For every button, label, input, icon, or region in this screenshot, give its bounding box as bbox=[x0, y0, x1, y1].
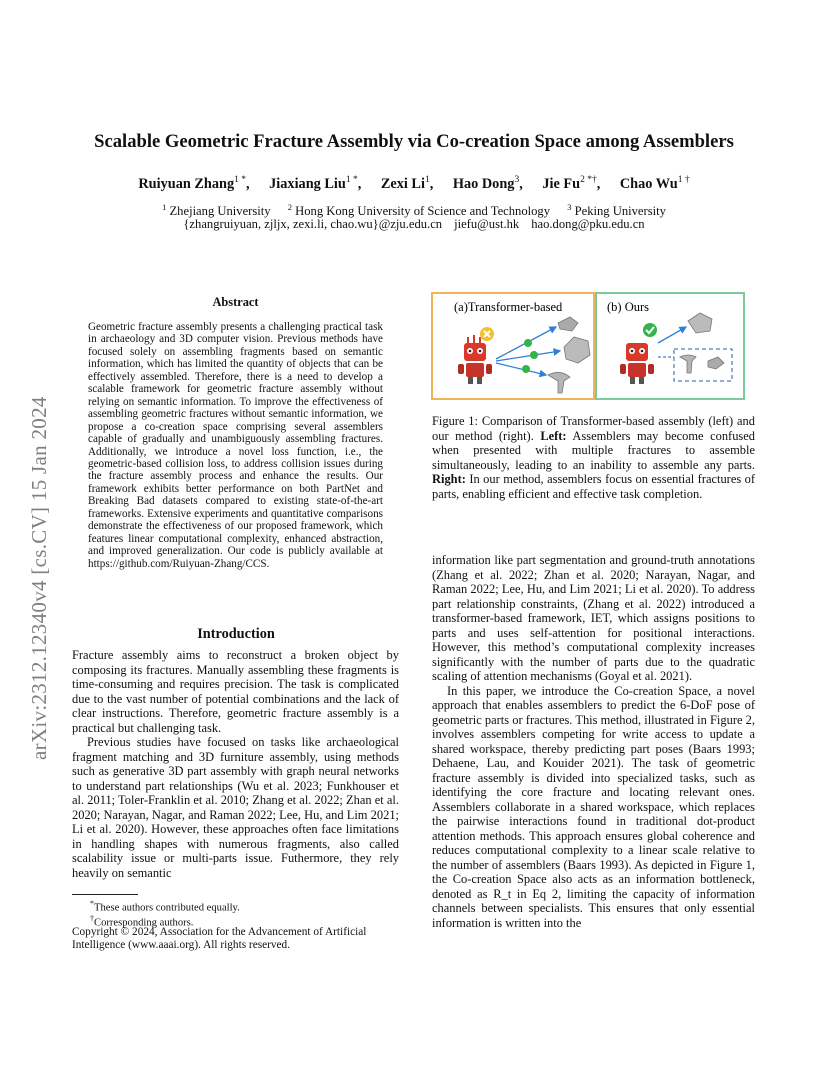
fragment-icon bbox=[680, 355, 696, 373]
arxiv-stamp: arXiv:2312.12340v4 [cs.CV] 15 Jan 2024 bbox=[27, 396, 51, 760]
fragment-icon bbox=[708, 357, 724, 369]
footnote-corresponding: †Corresponding authors. bbox=[90, 914, 194, 929]
introduction-heading: Introduction bbox=[197, 626, 275, 642]
check-icon bbox=[530, 351, 538, 359]
copyright-notice: Copyright © 2024, Association for the Advancement of Artificial Intelligence (www.aaai.org). All rights reserved. bbox=[72, 926, 367, 952]
author: Jiaxiang Liu$^{1 *}$, bbox=[269, 175, 362, 192]
fragment-icon bbox=[564, 337, 590, 363]
author: Jie $Fu^{2 *\dagger}$, bbox=[542, 175, 601, 192]
footnote-rule bbox=[72, 894, 138, 895]
check-icon bbox=[522, 365, 530, 373]
figure-1-caption: Figure 1: Comparison of Transformer-based assembly (left) and our method (right). Left: Assemblers may become confused when presented with multiple fractures to assemble simultaneously, leading to an inability to assemble any parts. Right: In our method, assemblers focus on essential fractures of parts, enabling efficient and effective task completion. bbox=[432, 414, 756, 501]
cross-icon bbox=[480, 327, 494, 341]
paragraph: information like part segmentation and ground-truth annotations (Zhang et al. 2022; Zhan et al. 2020; Narayan, Nagar, and Raman 2022; Lee, Hu, and Lim 2021; Li et al. 2020). To address part relationship constraints, (Zhang et al. 2022) introduced a transformer-based framework, IET, which assigns positions to parts and uses self-attention for positional interactions. However, this method’s computational complexity increases significantly with the number of parts due to the quadratic scaling of attention mechanisms (Goyal et al. 2021). bbox=[432, 553, 755, 683]
author: Zexi Li$^1$, bbox=[380, 175, 434, 192]
paragraph: In this paper, we introduce the Co-creation Space, a novel approach that enables assemblers to predict the 6-DoF pose of geometric parts or fractures. This method, illustrated in Figure 2, involves assemblers competing for write access to update a shared workspace, thereby predicting part poses (Baars 1993; Dehaene, Lau, and Kouider 2021). The task of geometric fracture assembly is divided into specialized tasks, such as identifying the core fracture and locating relevant ones. Assemblers collaborate in a shared workspace, which replaces the pairwise interactions found in traditional dot-product attention methods. This approach ensures global coherence and reduces computational complexity to a linear scale relative to the number of assemblers (Baars 1993). As depicted in Figure 1, the Co-creation Space also acts as an information bottleneck, denoted as R_t in Eq 2, limiting the capacity of information channels between specialists. This ensures that only essential information is written into the bbox=[432, 683, 755, 930]
check-icon bbox=[643, 323, 657, 337]
panel-right-label: (b) Ours bbox=[607, 300, 650, 314]
fragment-icon bbox=[548, 372, 570, 393]
robot-icon bbox=[620, 343, 654, 384]
dashed-box bbox=[674, 349, 732, 381]
arrow bbox=[658, 327, 686, 343]
author-list bbox=[0, 175, 828, 193]
abstract-heading: Abstract bbox=[212, 295, 259, 309]
footnote-equal: *These authors contributed equally. bbox=[90, 899, 240, 914]
check-icon bbox=[524, 339, 532, 347]
right-column-text bbox=[432, 553, 755, 930]
arrow bbox=[496, 351, 560, 361]
author: Chao $Wu^{1 \dagger}$ bbox=[619, 175, 690, 192]
affiliations: $^1$ Zhejiang University $^2$ Hong Kong University of Science and Technology $^3$ Peking University bbox=[162, 202, 666, 219]
paper-title: Scalable Geometric Fracture Assembly via Co-creation Space among Assemblers bbox=[94, 131, 734, 152]
robot-icon bbox=[458, 335, 492, 384]
introduction-text bbox=[72, 648, 399, 880]
author: Hao Dong$^3$, bbox=[452, 175, 523, 192]
arrow bbox=[496, 363, 546, 375]
fragment-icon bbox=[558, 317, 578, 331]
paragraph: Previous studies have focused on tasks like archaeological fragment matching and 3D furniture assembly, using methods such as generative 3D part assembly with graph neural networks to understand part relationships (Wu et al. 2023; Funkhouser et al. 2011; Toler-Franklin et al. 2010; Zhang et al. 2022; Zhan et al. 2020; Narayan, Nagar, and Raman 2022; Lee, Hu, and Lim 2021; Li et al. 2020). However, these approaches often face limitations in handling shapes with numerous fragments, also called scalability issue or multi-parts issue. Futhermore, they rely heavily on semantic bbox=[72, 735, 399, 880]
author-emails: {zhangruiyuan, zjljx, zexi.li, chao.wu}@zju.edu.cn jiefu@ust.hk hao.dong@pku.edu.cn bbox=[183, 217, 645, 231]
author: Ruiyuan Zhang$^{1 *}$, bbox=[138, 175, 250, 192]
paragraph: Fracture assembly aims to reconstruct a broken object by composing its fractures. Manually assembling these fragments is time-consuming and requires precision. The task is complicated due to the vast number of potential combinations and the lack of clear instructions. Therefore, geometric fracture assembly is a practical but challenging task. bbox=[72, 648, 399, 735]
abstract-text: Geometric fracture assembly presents a challenging practical task in archaeology and 3D computer vision. Previous methods have focused solely on assembling fragments based on semantic information, which has limited the quantity of objects that can be effectively assembled. Therefore, there is a need to develop a scalable framework for geometric fracture assembly without relying on semantic information. To improve the effectiveness of assembling geometric fractures without semantic information, we propose a co-creation space comprising several assemblers capable of gradually and unambiguously assembling fractures. Additionally, we introduce a novel loss function, i.e., the geometric-based collision loss, to address collision issues during the fracture assembly process and enhance the results. Our framework exhibits better performance on both PartNet and Breaking Bad datasets compared to existing state-of-the-art frameworks. Extensive experiments and quantitative comparisons demonstrate the effectiveness of our proposed framework, which features linear computational complexity, enhanced abstraction, and improved generalization. Our code is publicly available at https://github.com/Ruiyuan-Zhang/CCS. bbox=[88, 321, 383, 570]
figure-1 bbox=[430, 291, 746, 401]
fragment-icon bbox=[688, 313, 712, 333]
panel-left-label: (a)Transformer-based bbox=[454, 300, 563, 314]
